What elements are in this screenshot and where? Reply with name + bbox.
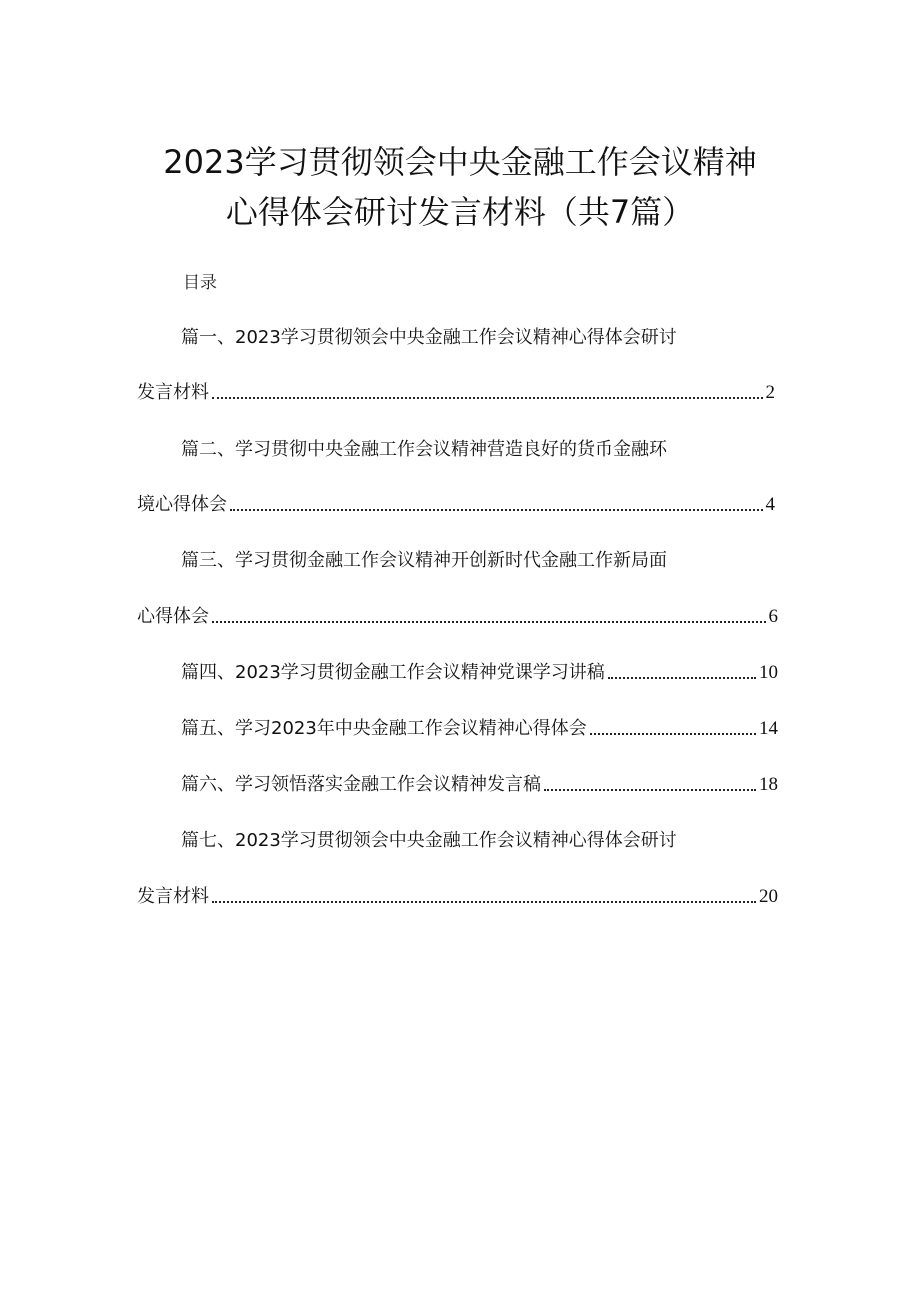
toc-entry-6-text: 篇六、学习领悟落实金融工作会议精神发言稿 (181, 774, 541, 795)
dot-leader (212, 901, 756, 903)
toc-entry-3-page: 6 (768, 606, 778, 627)
toc-heading: 目录 (183, 273, 217, 293)
toc-entry-5[interactable] (181, 717, 778, 741)
document-title-line-1: 2023学习贯彻领会中央金融工作会议精神 (163, 143, 757, 181)
toc-entry-4[interactable] (181, 661, 778, 685)
toc-entry-7-line-2[interactable] (137, 885, 778, 909)
toc-entry-4-page: 10 (759, 662, 778, 683)
toc-entry-1-line-1: 篇一、2023学习贯彻领会中央金融工作会议精神心得体会研讨 (181, 327, 677, 348)
toc-entry-5-page: 14 (759, 718, 778, 739)
toc-entry-3-text: 心得体会 (137, 606, 209, 627)
toc-entry-1-page: 2 (765, 382, 775, 403)
toc-entry-2-line-2[interactable] (137, 493, 775, 517)
document-title-line-2: 心得体会研讨发言材料（共7篇） (225, 193, 695, 231)
toc-entry-7-page: 20 (759, 886, 778, 907)
dot-leader (544, 789, 756, 791)
toc-entry-3-line-2[interactable] (137, 605, 778, 629)
dot-leader (608, 677, 756, 679)
toc-entry-2-line-1: 篇二、学习贯彻中央金融工作会议精神营造良好的货币金融环 (181, 439, 667, 460)
toc-entry-3-line-1: 篇三、学习贯彻金融工作会议精神开创新时代金融工作新局面 (181, 550, 667, 571)
toc-entry-1-line-2[interactable] (137, 381, 775, 405)
dot-leader (230, 509, 763, 511)
toc-entry-6-page: 18 (759, 774, 778, 795)
toc-entry-6[interactable] (181, 773, 778, 797)
dot-leader (212, 397, 763, 399)
dot-leader (590, 733, 756, 735)
toc-entry-2-page: 4 (765, 494, 775, 515)
toc-entry-7-line-1: 篇七、2023学习贯彻领会中央金融工作会议精神心得体会研讨 (181, 830, 677, 851)
toc-entry-7-text: 发言材料 (137, 886, 209, 907)
toc-entry-5-text: 篇五、学习2023年中央金融工作会议精神心得体会 (181, 718, 587, 739)
toc-entry-1-text: 发言材料 (137, 382, 209, 403)
dot-leader (212, 621, 766, 623)
toc-entry-2-text: 境心得体会 (137, 494, 227, 515)
toc-entry-4-text: 篇四、2023学习贯彻金融工作会议精神党课学习讲稿 (181, 662, 605, 683)
